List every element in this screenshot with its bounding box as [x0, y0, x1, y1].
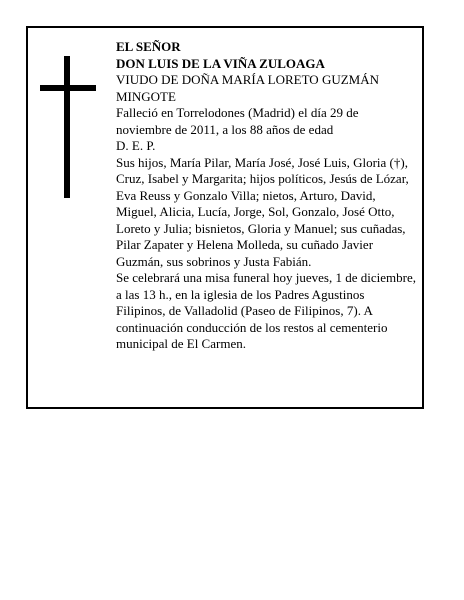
rip-line: D. E. P.: [116, 138, 156, 153]
deceased-name: DON LUIS DE LA VIÑA ZULOAGA: [116, 55, 325, 71]
title-line: EL SEÑOR: [116, 39, 181, 54]
family-paragraph: Sus hijos, María Pilar, María José, José Luis, Gloria (†), Cruz, Isabel y Margarita; hijos políticos, Jesús de Lózar, Eva Reuss y Gonzalo Villa; nietos, Arturo, David, Miguel, Alicia, Lucía, Jorge, Sol, Gonzalo, José Otto, Loreto y Julia; bisnietos, Gloria y Manuel; sus cuñadas, Pilar Zapater y Helena Molleda, su cuñado Javier Guzmán, sus sobrinos y Justa Fabián.: [116, 154, 409, 269]
widower-line: VIUDO DE DOÑA MARÍA LORETO GUZMÁN MINGOTE: [116, 72, 380, 104]
cross-horizontal-bar: [40, 85, 96, 91]
cross-vertical-bar: [64, 56, 70, 198]
latin-cross-icon: [40, 56, 96, 198]
mass-paragraph: Se celebrará una misa funeral hoy jueves, 1 de diciembre, a las 13 h., en la iglesia de los Padres Agustinos Filipinos, de Valladolid (Paseo de Filipinos, 7). A continuación conducción de los restos al cementerio municipal de El Carmen.: [116, 270, 416, 351]
notice-text-block: [116, 39, 416, 353]
death-paragraph: Falleció en Torrelodones (Madrid) el día 29 de noviembre de 2011, a los 88 años de edad: [116, 105, 359, 137]
obituary-notice: [26, 26, 424, 409]
